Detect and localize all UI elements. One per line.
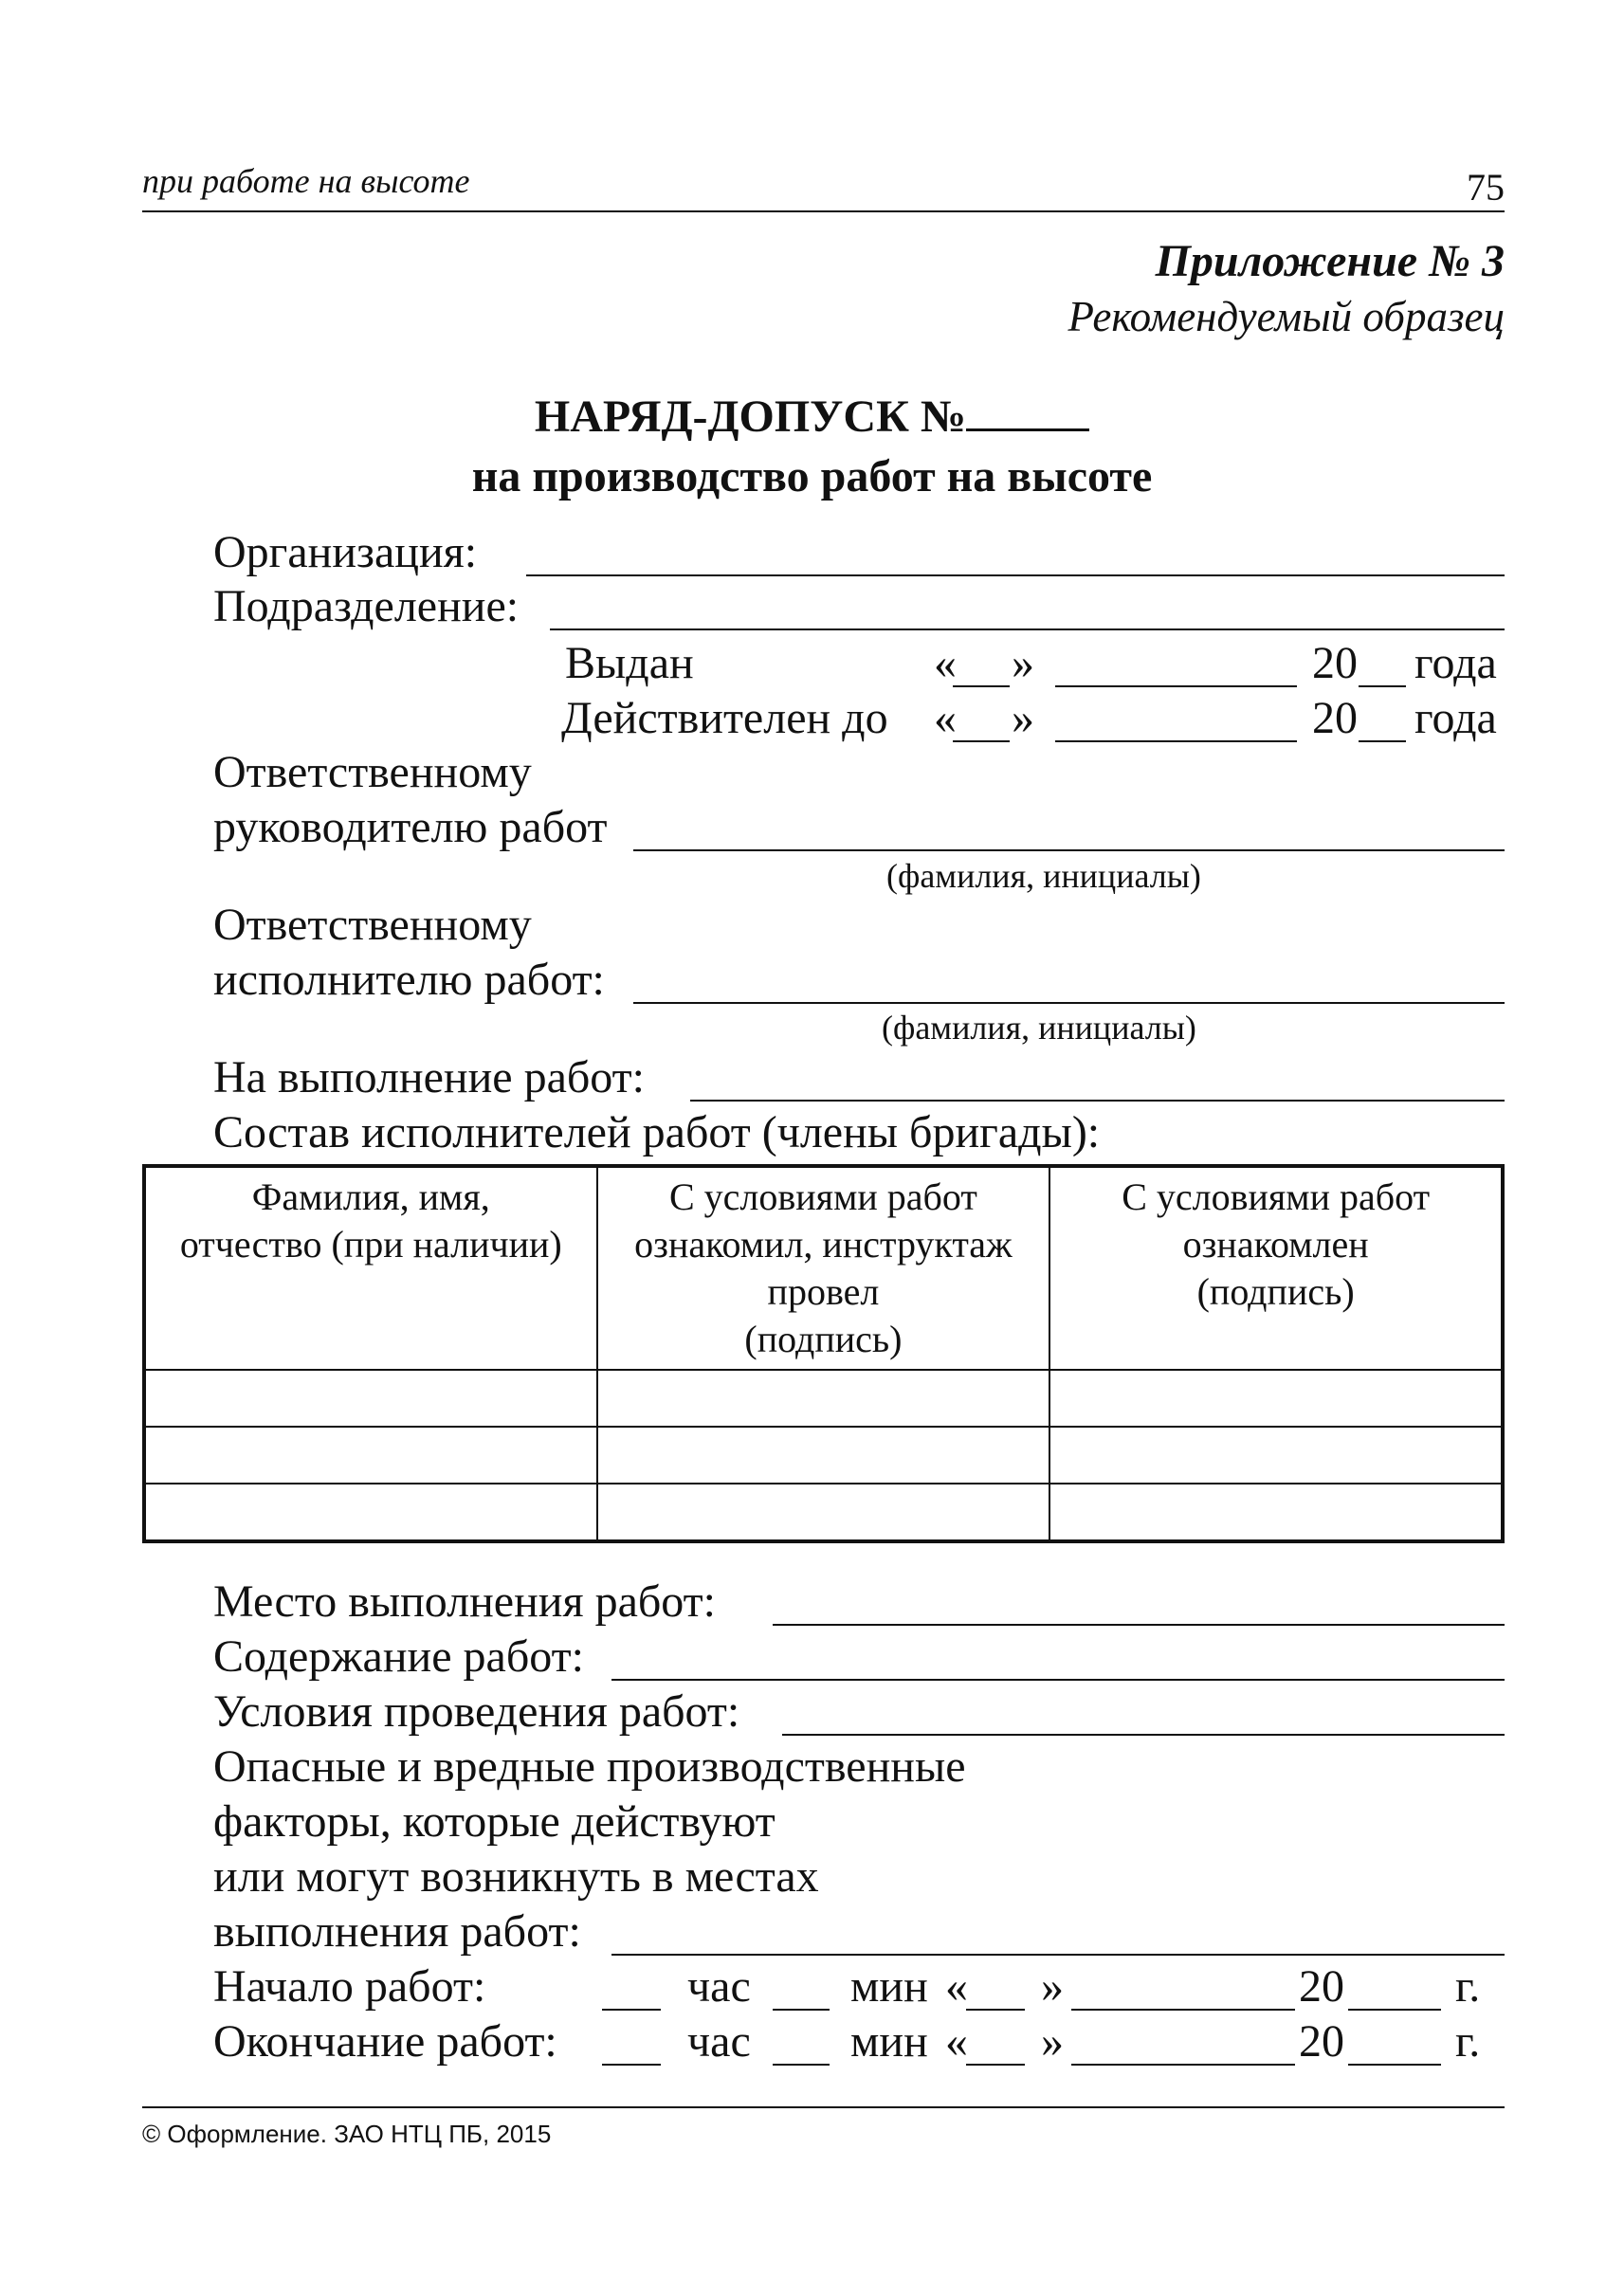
hazards-field[interactable] bbox=[611, 1954, 1505, 1956]
start-hour-label: час bbox=[687, 1961, 751, 2012]
start-year-abbr: г. bbox=[1455, 1961, 1481, 2012]
appendix-label: Приложение № 3 bbox=[1155, 236, 1505, 286]
document-subtitle: на производство работ на высоте bbox=[471, 451, 1153, 501]
table-cell[interactable] bbox=[597, 1427, 1050, 1484]
end-year-prefix: 20 bbox=[1299, 2016, 1344, 2067]
organization-label: Организация: bbox=[213, 527, 478, 577]
crew-header-name: Фамилия, имя, отчество (при наличии) bbox=[144, 1166, 597, 1370]
executor-name-field[interactable] bbox=[633, 1002, 1505, 1004]
content-label: Содержание работ: bbox=[213, 1631, 584, 1682]
content-field[interactable] bbox=[611, 1679, 1505, 1681]
crew-header-instructed-by: С условиями работ ознакомил, инструктаж провел (подпись) bbox=[597, 1166, 1050, 1370]
crew-header-acknowledged: С условиями работ ознакомлен (подпись) bbox=[1049, 1166, 1503, 1370]
end-quote-close: » bbox=[1041, 2016, 1064, 2067]
valid-month-field[interactable] bbox=[1055, 740, 1297, 742]
end-label: Окончание работ: bbox=[213, 2016, 557, 2067]
document-title bbox=[0, 391, 1624, 443]
end-minute-label: мин bbox=[850, 2016, 928, 2067]
appendix-subtitle: Рекомендуемый образец bbox=[1067, 293, 1505, 340]
executor-name-caption: (фамилия, инициалы) bbox=[882, 1009, 1196, 1047]
valid-year-field[interactable] bbox=[1359, 740, 1406, 742]
table-cell[interactable] bbox=[1049, 1370, 1503, 1427]
crew-table-header-row bbox=[144, 1166, 1503, 1370]
issued-year-word: года bbox=[1414, 638, 1497, 688]
issued-year-field[interactable] bbox=[1359, 685, 1406, 687]
hazards-label-line3: или могут возникнуть в местах bbox=[213, 1851, 819, 1902]
start-month-field[interactable] bbox=[1071, 2009, 1295, 2011]
table-cell[interactable] bbox=[597, 1370, 1050, 1427]
start-label: Начало работ: bbox=[213, 1961, 486, 2012]
manager-label-line1: Ответственному bbox=[213, 747, 532, 797]
crew-composition-label: Состав исполнителей работ (члены бригады): bbox=[213, 1107, 1101, 1157]
table-cell[interactable] bbox=[144, 1484, 597, 1541]
organization-field[interactable] bbox=[526, 574, 1505, 576]
executor-label-line1: Ответственному bbox=[213, 900, 532, 950]
crew-table bbox=[142, 1164, 1505, 1543]
table-cell[interactable] bbox=[1049, 1427, 1503, 1484]
table-cell[interactable] bbox=[144, 1427, 597, 1484]
end-day-field[interactable] bbox=[966, 2064, 1025, 2066]
valid-quote-open: « bbox=[934, 693, 957, 743]
start-minute-label: мин bbox=[850, 1961, 928, 2012]
start-day-field[interactable] bbox=[966, 2009, 1025, 2011]
footer-copyright: © Оформление. ЗАО НТЦ ПБ, 2015 bbox=[142, 2120, 552, 2148]
subdivision-label: Подразделение: bbox=[213, 581, 520, 631]
footer-rule bbox=[142, 2106, 1505, 2108]
valid-year-prefix: 20 bbox=[1312, 693, 1358, 743]
running-header: при работе на высоте bbox=[142, 162, 470, 200]
issued-month-field[interactable] bbox=[1055, 685, 1297, 687]
table-row bbox=[144, 1427, 1503, 1484]
end-hour-label: час bbox=[687, 2016, 751, 2067]
work-purpose-field[interactable] bbox=[690, 1100, 1505, 1102]
conditions-label: Условия проведения работ: bbox=[213, 1686, 740, 1737]
issued-quote-close: » bbox=[1012, 638, 1034, 688]
valid-until-label: Действителен до bbox=[561, 693, 888, 743]
location-field[interactable] bbox=[773, 1624, 1505, 1626]
subdivision-field[interactable] bbox=[550, 628, 1505, 630]
location-label: Место выполнения работ: bbox=[213, 1576, 716, 1627]
work-purpose-label: На выполнение работ: bbox=[213, 1052, 645, 1102]
valid-quote-close: » bbox=[1012, 693, 1034, 743]
end-year-abbr: г. bbox=[1455, 2016, 1481, 2067]
table-cell[interactable] bbox=[597, 1484, 1050, 1541]
end-quote-open: « bbox=[945, 2016, 968, 2067]
table-cell[interactable] bbox=[1049, 1484, 1503, 1541]
table-row bbox=[144, 1370, 1503, 1427]
hazards-label-line2: факторы, которые действуют bbox=[213, 1796, 776, 1847]
issued-year-prefix: 20 bbox=[1312, 638, 1358, 688]
manager-label-line2: руководителю работ bbox=[213, 802, 608, 852]
end-minute-field[interactable] bbox=[773, 2064, 830, 2066]
table-row bbox=[144, 1484, 1503, 1541]
header-rule bbox=[142, 210, 1505, 212]
manager-name-field[interactable] bbox=[633, 849, 1505, 851]
hazards-label-line1: Опасные и вредные производственные bbox=[213, 1741, 966, 1792]
executor-label-line2: исполнителю работ: bbox=[213, 955, 605, 1005]
issued-day-field[interactable] bbox=[953, 685, 1010, 687]
document-title-text: НАРЯД-ДОПУСК № bbox=[534, 392, 967, 442]
end-month-field[interactable] bbox=[1071, 2064, 1295, 2066]
hazards-label-line4: выполнения работ: bbox=[213, 1906, 581, 1957]
permit-number-field[interactable] bbox=[966, 391, 1089, 431]
table-cell[interactable] bbox=[144, 1370, 597, 1427]
start-hour-field[interactable] bbox=[602, 2009, 661, 2011]
conditions-field[interactable] bbox=[782, 1734, 1505, 1736]
start-year-field[interactable] bbox=[1348, 2009, 1441, 2011]
start-quote-open: « bbox=[945, 1961, 968, 2012]
manager-name-caption: (фамилия, инициалы) bbox=[886, 857, 1201, 895]
valid-day-field[interactable] bbox=[953, 740, 1010, 742]
start-quote-close: » bbox=[1041, 1961, 1064, 2012]
end-hour-field[interactable] bbox=[602, 2064, 661, 2066]
start-minute-field[interactable] bbox=[773, 2009, 830, 2011]
valid-year-word: года bbox=[1414, 693, 1497, 743]
page-number: 75 bbox=[1467, 166, 1505, 209]
issued-quote-open: « bbox=[934, 638, 957, 688]
start-year-prefix: 20 bbox=[1299, 1961, 1344, 2012]
end-year-field[interactable] bbox=[1348, 2064, 1441, 2066]
issued-label: Выдан bbox=[565, 638, 694, 688]
